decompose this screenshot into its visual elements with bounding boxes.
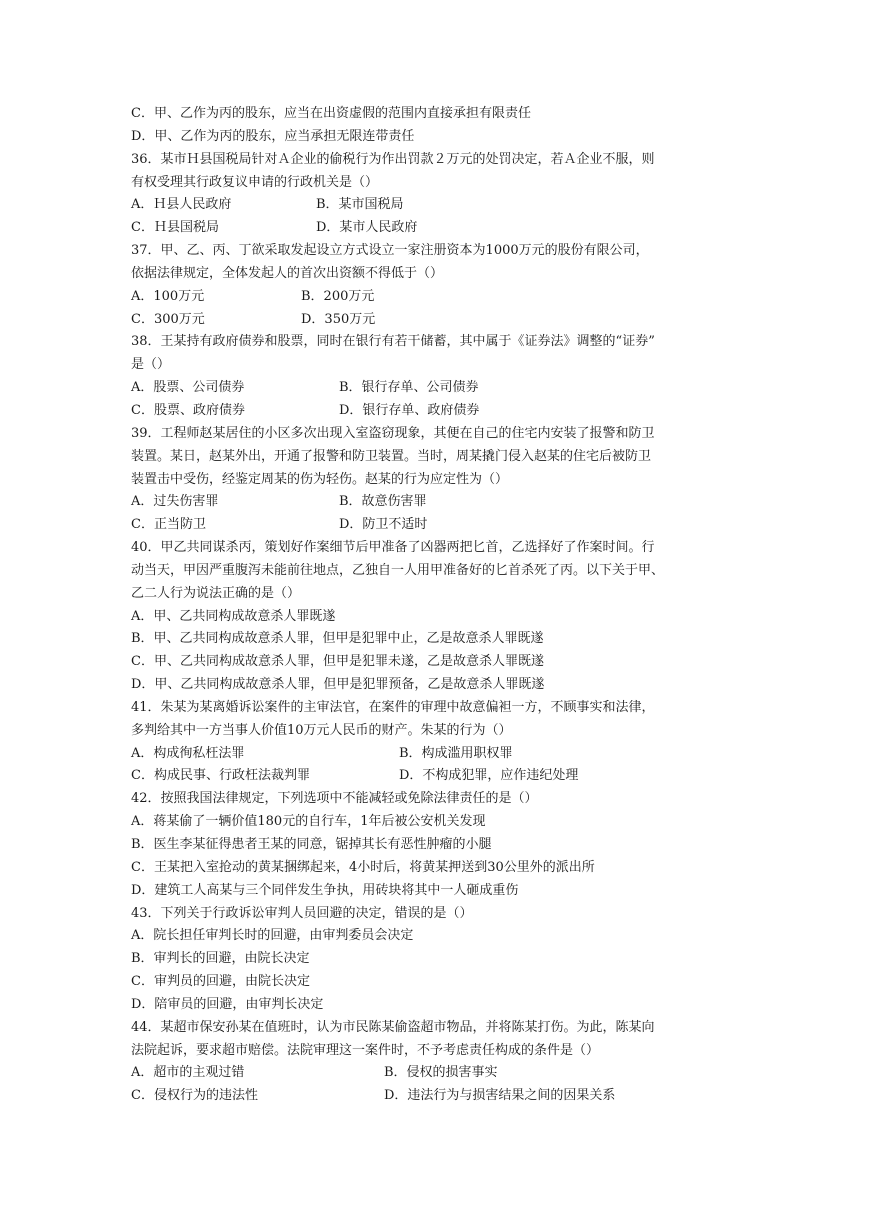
option-41-a: A．构成徇私枉法罪 bbox=[131, 745, 245, 761]
option-38-b: B．银行存单、公司债券 bbox=[339, 380, 479, 396]
question-37-stem-line-1: 37．甲、乙、丙、丁欲采取发起设立方式设立一家注册资本为1000万元的股份有限公司， bbox=[131, 243, 649, 259]
option-38-a: A．股票、公司债券 bbox=[131, 380, 245, 396]
option-42-d: D．建筑工人高某与三个同伴发生争执，用砖块将其中一人砸成重伤 bbox=[131, 882, 519, 898]
question-44-options-row-2 bbox=[131, 1085, 731, 1108]
option-38-c: C．股票、政府债券 bbox=[131, 402, 245, 418]
option-37-b: B．200万元 bbox=[301, 288, 375, 304]
exam-page bbox=[131, 103, 731, 1108]
question-41-stem-line-1: 41．朱某为某离婚诉讼案件的主审法官，在案件的审理中故意偏袒一方，不顾事实和法律， bbox=[131, 699, 655, 715]
question-37-options-row-1 bbox=[131, 286, 731, 309]
option-37-c: C．300万元 bbox=[131, 311, 205, 327]
question-44-stem-line-2: 法院起诉，要求超市赔偿。法院审理这一案件时，不予考虑责任构成的条件是（） bbox=[131, 1042, 600, 1058]
question-39-options-row-1 bbox=[131, 491, 731, 514]
question-37-options-row-2 bbox=[131, 309, 731, 332]
option-41-d: D．不构成犯罪，应作违纪处理 bbox=[399, 768, 579, 784]
option-43-d: D．陪审员的回避，由审判长决定 bbox=[131, 996, 324, 1012]
question-36-options-row-1 bbox=[131, 194, 731, 217]
option-39-c: C．正当防卫 bbox=[131, 517, 206, 533]
option-42-c: C．王某把入室抢动的黄某捆绑起来，4小时后，将黄某押送到30公里外的派出所 bbox=[131, 859, 595, 875]
option-38-d: D．银行存单、政府债券 bbox=[339, 402, 480, 418]
option-43-a: A．院长担任审判长时的回避，由审判委员会决定 bbox=[131, 928, 414, 944]
question-36-stem-line-2: 有权受理其行政复议申请的行政机关是（） bbox=[131, 174, 379, 190]
option-44-d: D．违法行为与损害结果之间的因果关系 bbox=[384, 1088, 616, 1104]
question-40-stem-line-1: 40．甲乙共同谋杀丙，策划好作案细节后甲准备了凶器两把匕首，乙选择好了作案时间。行 bbox=[131, 540, 655, 556]
question-41-options-row-1 bbox=[131, 743, 731, 766]
option-36-a: A．Ｈ县人民政府 bbox=[131, 197, 232, 213]
option-42-a: A．蒋某偷了一辆价值180元的自行车，1年后被公安机关发现 bbox=[131, 814, 486, 830]
option-43-c: C．审判员的回避，由院长决定 bbox=[131, 974, 310, 990]
question-39-stem-line-1: 39．工程师赵某居住的小区多次出现入室盗窃现象，其便在自己的住宅内安装了报警和防卫 bbox=[131, 425, 655, 441]
option-35-c: C．甲、乙作为丙的股东，应当在出资虚假的范围内直接承担有限责任 bbox=[131, 106, 531, 121]
question-38-stem-line-1: 38．王某持有政府债券和股票，同时在银行有若干储蓄，其中属于《证券法》调整的“证券” bbox=[131, 334, 655, 350]
question-38-stem-line-2: 是（） bbox=[131, 357, 171, 373]
option-40-b: B．甲、乙共同构成故意杀人罪，但甲是犯罪中止，乙是故意杀人罪既遂 bbox=[131, 631, 544, 647]
option-39-b: B．故意伤害罪 bbox=[339, 494, 427, 510]
option-41-c: C．构成民事、行政枉法裁判罪 bbox=[131, 768, 310, 784]
question-37-stem-line-2: 依据法律规定，全体发起人的首次出资额不得低于（） bbox=[131, 265, 444, 281]
option-40-a: A．甲、乙共同构成故意杀人罪既遂 bbox=[131, 608, 336, 624]
option-43-b: B．审判长的回避，由院长决定 bbox=[131, 951, 310, 967]
question-39-options-row-2 bbox=[131, 514, 731, 537]
option-37-a: A．100万元 bbox=[131, 288, 205, 304]
option-44-a: A．超市的主观过错 bbox=[131, 1065, 245, 1081]
option-36-d: D．某市人民政府 bbox=[316, 220, 418, 236]
question-40-stem-line-2: 动当天，甲因严重腹泻未能前往地点，乙独自一人用甲准备好的匕首杀死了丙。以下关于甲、 bbox=[131, 562, 665, 578]
question-41-stem-line-2: 多判给其中一方当事人价值10万元人民币的财产。朱某的行为（） bbox=[131, 722, 512, 738]
question-41-options-row-2 bbox=[131, 765, 731, 788]
option-36-c: C．Ｈ县国税局 bbox=[131, 220, 219, 236]
question-44-options-row-1 bbox=[131, 1062, 731, 1085]
option-39-d: D．防卫不适时 bbox=[339, 517, 428, 533]
question-36-options-row-2 bbox=[131, 217, 731, 240]
option-44-b: B．侵权的损害事实 bbox=[384, 1065, 498, 1081]
question-40-stem-line-3: 乙二人行为说法正确的是（） bbox=[131, 585, 301, 601]
option-40-c: C．甲、乙共同构成故意杀人罪，但甲是犯罪未遂，乙是故意杀人罪既遂 bbox=[131, 654, 544, 670]
question-42-stem-line-1: 42．按照我国法律规定，下列选项中不能减轻或免除法律责任的是（） bbox=[131, 791, 538, 807]
question-38-options-row-1 bbox=[131, 377, 731, 400]
option-40-d: D．甲、乙共同构成故意杀人罪，但甲是犯罪预备，乙是故意杀人罪既遂 bbox=[131, 677, 545, 693]
question-43-stem-line-1: 43．下列关于行政诉讼审判人员回避的决定，错误的是（） bbox=[131, 905, 473, 921]
option-42-b: B．医生李某征得患者王某的同意，锯掉其长有恶性肿瘤的小腿 bbox=[131, 837, 492, 852]
question-39-stem-line-2: 装置。某日，赵某外出，开通了报警和防卫装置。当时，周某撬门侵入赵某的住宅后被防卫 bbox=[131, 448, 652, 464]
question-39-stem-line-3: 装置击中受伤，经鉴定周某的伤为轻伤。赵某的行为应定性为（） bbox=[131, 471, 509, 487]
option-41-b: B．构成滥用职权罪 bbox=[399, 745, 513, 761]
option-39-a: A．过失伤害罪 bbox=[131, 494, 219, 510]
option-35-d: D．甲、乙作为丙的股东，应当承担无限连带责任 bbox=[131, 128, 415, 144]
question-44-stem-line-1: 44．某超市保安孙某在值班时，认为市民陈某偷盗超市物品，并将陈某打伤。为此，陈某向 bbox=[131, 1019, 655, 1035]
question-36-stem-line-1: 36．某市Ｈ县国税局针对Ａ企业的偷税行为作出罚款２万元的处罚决定，若Ａ企业不服，则 bbox=[131, 151, 655, 167]
option-44-c: C．侵权行为的违法性 bbox=[131, 1088, 258, 1104]
option-37-d: D．350万元 bbox=[301, 311, 376, 327]
question-38-options-row-2 bbox=[131, 400, 731, 423]
option-36-b: B．某市国税局 bbox=[316, 197, 404, 213]
